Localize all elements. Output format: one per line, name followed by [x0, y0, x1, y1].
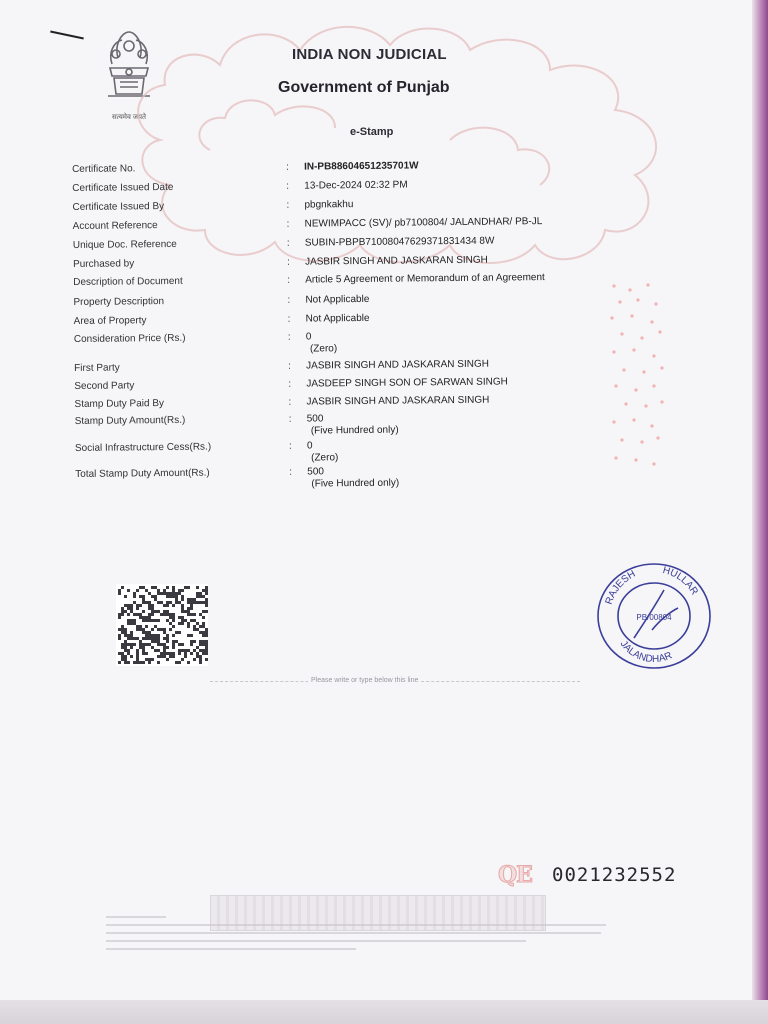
field-row: [73, 328, 634, 355]
field-label: Certificate Issued By: [72, 201, 165, 213]
field-row: [74, 410, 635, 437]
field-separator: :: [289, 466, 293, 478]
field-label: Purchased by: [72, 258, 135, 270]
field-value: NEWIMPACC (SV)/ pb7100804/ JALANDHAR/ PB-JL: [304, 216, 543, 230]
field-row: [73, 310, 634, 327]
field-value: Article 5 Agreement or Memorandum of an Agreement: [305, 272, 545, 286]
field-separator: :: [288, 378, 292, 390]
field-value: pbgnkakhu: [304, 199, 354, 211]
field-label: Stamp Duty Paid By: [74, 398, 165, 410]
serial-prefix: QE: [498, 862, 532, 888]
field-row: [74, 393, 634, 410]
field-row: [73, 271, 633, 288]
amount-value: 500: [307, 466, 324, 478]
amount-value: 0: [305, 331, 312, 343]
emblem-caption: सत्यमेव जयते: [111, 114, 147, 121]
amount-in-words: (Five Hundred only): [310, 424, 399, 437]
field-separator: :: [285, 161, 289, 173]
header-title-government: Government of Punjab: [278, 79, 450, 96]
notary-seal-stamp: [594, 560, 714, 672]
field-value: [307, 463, 637, 490]
field-value: [307, 437, 637, 464]
header-title-non-judicial: INDIA NON JUDICIAL: [292, 46, 447, 63]
field-label: Stamp Duty Amount(Rs.): [74, 414, 186, 427]
field-value: [307, 410, 637, 437]
field-separator: :: [286, 218, 290, 230]
field-label: Area of Property: [73, 315, 147, 327]
security-dot-pattern: [608, 282, 668, 474]
seal-code-text: PB/00804: [636, 613, 672, 622]
amount-in-words: (Five Hundred only): [311, 477, 400, 490]
field-value: [306, 328, 636, 355]
field-separator: :: [286, 237, 290, 249]
field-separator: :: [287, 294, 291, 306]
write-below-note: Please write or type below this line: [308, 677, 421, 684]
field-row: [74, 437, 635, 464]
fine-print-block: [106, 913, 606, 956]
page-edge-bottom: [0, 1000, 768, 1024]
amount-value: 500: [306, 413, 324, 425]
fine-print-lines: [106, 913, 606, 953]
field-separator: :: [286, 256, 290, 268]
field-separator: :: [287, 313, 291, 325]
field-label: Unique Doc. Reference: [72, 238, 177, 251]
field-row: [74, 375, 634, 392]
field-separator: :: [288, 413, 292, 425]
field-label: Certificate No.: [72, 163, 136, 175]
field-label: Account Reference: [72, 220, 158, 232]
field-separator: :: [286, 199, 290, 211]
field-separator: :: [287, 331, 291, 343]
field-value: JASDEEP SINGH SON OF SARWAN SINGH: [306, 376, 508, 390]
seal-city-text: JALANDHAR: [617, 638, 674, 666]
field-label: Second Party: [74, 380, 135, 392]
field-value: Not Applicable: [305, 293, 370, 306]
field-label: First Party: [74, 362, 120, 374]
field-label: Total Stamp Duty Amount(Rs.): [75, 467, 210, 480]
field-separator: :: [288, 396, 292, 408]
amount-in-words: (Zero): [311, 452, 339, 464]
seal-surname-text: HULLAR: [661, 564, 700, 598]
pen-mark: [50, 30, 84, 39]
field-label: Description of Document: [73, 275, 183, 288]
field-label: Property Description: [73, 296, 165, 308]
qr-code-icon: [116, 584, 208, 666]
page-edge-right: [752, 0, 768, 1024]
field-separator: :: [286, 180, 290, 192]
amount-value: 0: [306, 440, 313, 452]
seal-name-text: RAJESH: [603, 568, 638, 607]
header-subtitle-estamp: e-Stamp: [350, 126, 394, 138]
field-value: JASBIR SINGH AND JASKARAN SINGH: [306, 358, 490, 372]
field-separator: :: [288, 360, 291, 372]
field-value: JASBIR SINGH AND JASKARAN SINGH: [304, 254, 488, 268]
field-label: Consideration Price (Rs.): [73, 332, 186, 345]
field-row: [74, 357, 634, 374]
field-separator: :: [287, 274, 291, 286]
field-separator: :: [288, 440, 292, 452]
amount-in-words: (Zero): [309, 343, 338, 355]
field-row: [73, 291, 633, 308]
field-value: JASBIR SINGH AND JASKARAN SINGH: [306, 394, 490, 408]
field-label: Social Infrastructure Cess(Rs.): [74, 441, 212, 454]
field-value: Not Applicable: [305, 312, 370, 325]
field-value: SUBIN-PBPB71008047629371831434 8W: [304, 235, 495, 249]
field-value: 13-Dec-2024 02:32 PM: [304, 179, 408, 192]
field-label: Certificate Issued Date: [72, 181, 174, 194]
certificate-number: IN-PB88604651235701W: [303, 160, 419, 173]
serial-number: 0021232552: [552, 864, 677, 886]
